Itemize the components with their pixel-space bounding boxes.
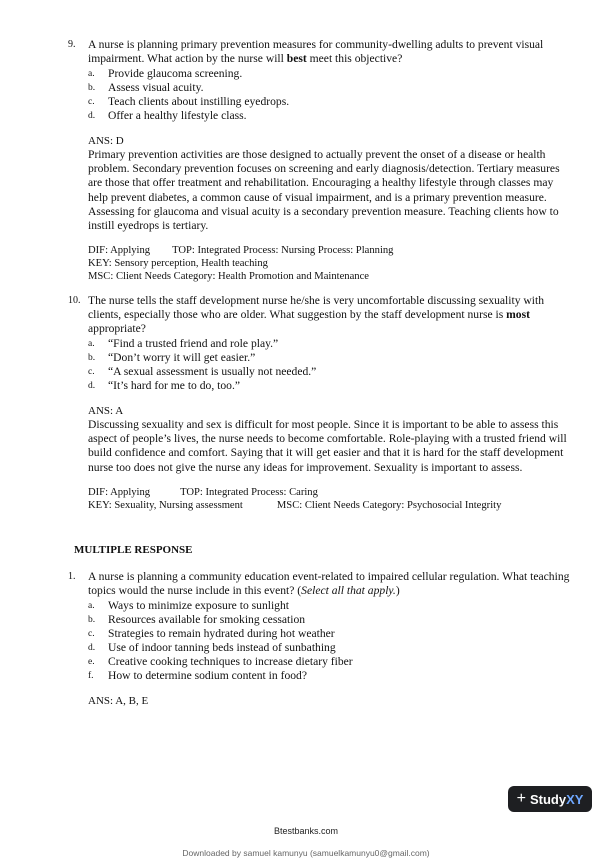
- section-title: MULTIPLE RESPONSE: [74, 544, 193, 556]
- question-metadata: [88, 244, 570, 283]
- footer-site: Btestbanks.com: [273, 826, 339, 836]
- plus-icon: +: [516, 790, 526, 807]
- dif-label: DIF: Applying: [88, 245, 151, 257]
- question-stem: A nurse is planning a community education event-related to impaired cellular regulation. What teaching topics would the nurse include in this event? (Select all that apply.): [88, 570, 570, 597]
- question-stem: The nurse tells the staff development nurse he/she is very uncomfortable discussing sexuality with clients, especially those who are older. What suggestion by the staff development nurse is most appropriate?: [88, 294, 545, 335]
- top-label: TOP: Integrated Process: Nursing Process: Planning: [172, 245, 394, 257]
- dif-label: DIF: Applying: [88, 486, 151, 498]
- brand-accent: XY: [566, 791, 584, 807]
- question-metadata: [88, 486, 570, 512]
- footer-download-notice: Downloaded by samuel kamunyu (samuelkamunyu0@gmail.com): [182, 848, 430, 858]
- msc-label: MSC: Client Needs Category: Psychosocial Integrity: [276, 499, 502, 511]
- option-item: d. “It’s hard for me to do, too.”: [88, 379, 241, 392]
- msc-label: MSC: Client Needs Category: Health Promotion and Maintenance: [88, 271, 369, 283]
- top-label: TOP: Integrated Process: Caring: [180, 486, 318, 498]
- option-item: b. “Don’t worry it will get easier.”: [88, 351, 256, 364]
- rationale: Primary prevention activities are those designed to actually prevent the onset of a disease or health problem. Secondary prevention focuses on screening and early diagnosis/detection. Tertiary measures are those that offer treatment and rehabilitation. Encouraging a healthy lifestyle through classes may help prevent diabetes, a common cause of visual impairment, and is a primary prevention measure. Assessing for glaucoma and visual acuity is a secondary prevention measure. Teaching clients how to instill eyedrops is tertiary.: [88, 148, 560, 233]
- question-number: 9.: [68, 39, 76, 50]
- option-item: b. Resources available for smoking cessation: [88, 613, 306, 626]
- option-list: [88, 67, 570, 123]
- studyxy-badge[interactable]: [508, 786, 592, 812]
- key-label: KEY: Sensory perception, Health teaching: [88, 258, 268, 270]
- rationale: Discussing sexuality and sex is difficult for most people. Since it is important to be able to assess this aspect of people’s lives, the nurse needs to become comfortable. Role-playing with a trusted friend will build confidence and comfort. Saying that it will get easier and that it is hard for the staff development nurse too does not give the nurse any ideas for improvement. Sexuality is important to assess.: [88, 418, 567, 474]
- multiple-response-question-1: [68, 570, 570, 708]
- option-item: a. Provide glaucoma screening.: [88, 67, 243, 80]
- option-item: c. “A sexual assessment is usually not needed.”: [88, 365, 317, 378]
- key-label: KEY: Sexuality, Nursing assessment: [88, 499, 243, 511]
- option-item: b. Assess visual acuity.: [88, 81, 204, 94]
- option-item: c. Strategies to remain hydrated during hot weather: [88, 627, 335, 640]
- option-item: c. Teach clients about instilling eyedrops.: [88, 95, 290, 108]
- question-10: [68, 294, 570, 512]
- option-list: [88, 337, 570, 393]
- answer-key: ANS: D: [88, 135, 124, 147]
- option-list: [88, 599, 570, 683]
- option-item: a. Ways to minimize exposure to sunlight: [88, 599, 289, 612]
- question-number: 1.: [68, 571, 76, 582]
- option-item: f. How to determine sodium content in food?: [88, 669, 307, 682]
- option-item: d. Offer a healthy lifestyle class.: [88, 109, 247, 122]
- question-stem: A nurse is planning primary prevention measures for community-dwelling adults to prevent visual impairment. What action by the nurse will best meet this objective?: [88, 38, 544, 65]
- answer-key: ANS: A, B, E: [88, 695, 149, 707]
- question-number: 10.: [68, 295, 81, 306]
- option-item: d. Use of indoor tanning beds instead of sunbathing: [88, 641, 336, 654]
- option-item: e. Creative cooking techniques to increase dietary fiber: [88, 655, 353, 668]
- option-item: a. “Find a trusted friend and role play.”: [88, 337, 279, 350]
- answer-key: ANS: A: [88, 405, 124, 417]
- brand-name: Study: [529, 791, 567, 807]
- question-9: [68, 38, 570, 283]
